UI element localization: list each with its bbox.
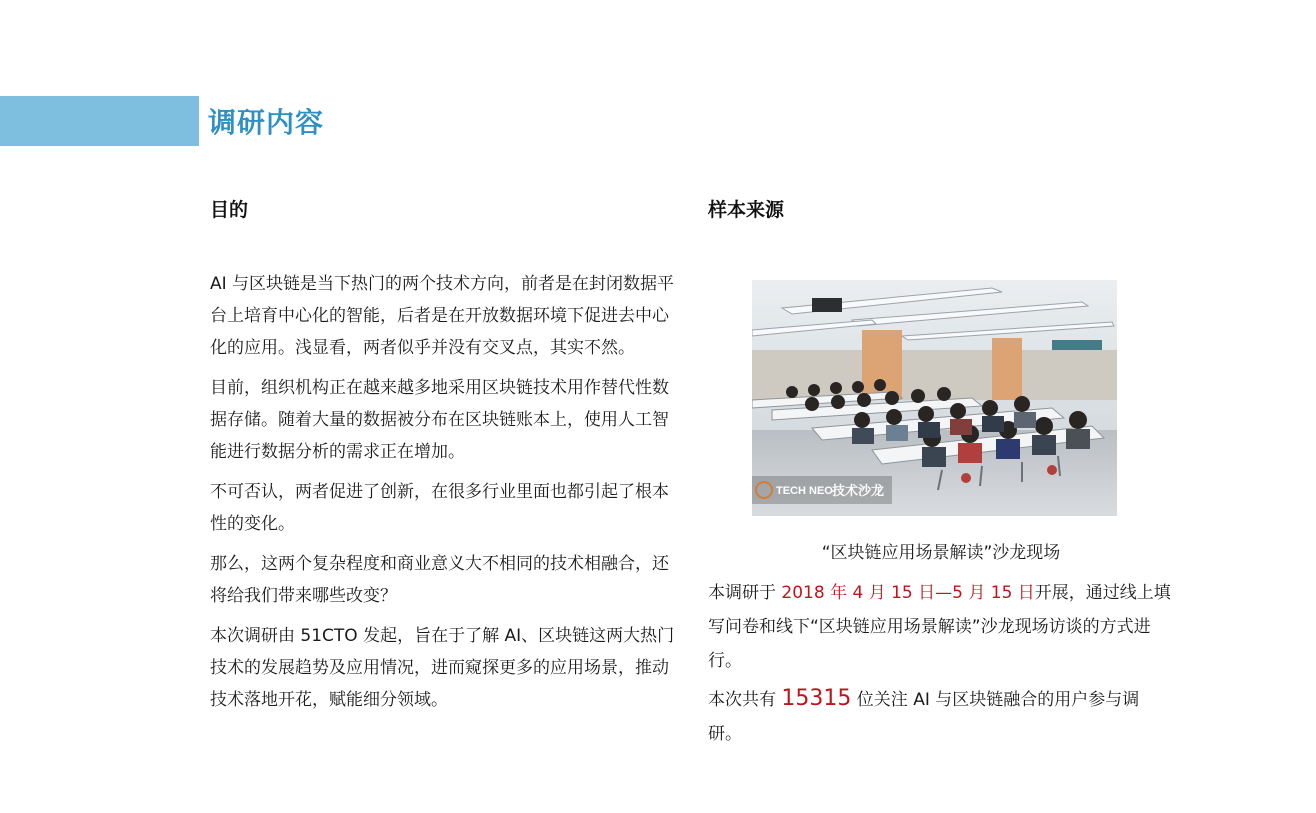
header-accent-bar <box>0 96 199 146</box>
survey-period-prefix: 本调研于 <box>708 583 782 603</box>
purpose-body <box>210 268 685 724</box>
purpose-paragraph-4: 那么，这两个复杂程度和商业意义大不相同的技术相融合，还将给我们带来哪些改变？ <box>210 554 669 606</box>
participants-paragraph <box>708 682 1173 751</box>
page-title: 调研内容 <box>208 106 325 139</box>
salon-photo <box>752 280 1117 516</box>
purpose-paragraph-3: 不可否认，两者促进了创新，在很多行业里面也都引起了根本性的变化。 <box>210 482 669 534</box>
participant-count: 15315 <box>781 686 852 711</box>
photo-logo-subtext: 技术沙龙 <box>832 484 885 499</box>
participants-prefix: 本次共有 <box>708 690 782 710</box>
sample-source-body <box>708 576 1173 755</box>
photo-caption: “区块链应用场景解读”沙龙现场 <box>821 543 1061 563</box>
sample-source-heading: 样本来源 <box>708 199 785 221</box>
purpose-paragraph-5: 本次调研由 51CTO 发起，旨在于了解 AI、区块链这两大热门技术的发展趋势及应用情况，进而窥探更多的应用场景，推动技术落地开花，赋能细分领域。 <box>210 626 675 710</box>
survey-period-suffix: 开展，通过线上填写问卷和线下“区块链应用场景解读”沙龙现场访谈的方式进行。 <box>708 583 1171 671</box>
purpose-paragraph-1: AI 与区块链是当下热门的两个技术方向，前者是在封闭数据平台上培育中心化的智能，后者是在开放数据环境下促进去中心化的应用。浅显看，两者似乎并没有交叉点，其实不然。 <box>210 274 675 358</box>
survey-date-range: 2018 年 4 月 15 日—5 月 15 日 <box>781 583 1035 603</box>
purpose-heading: 目的 <box>210 199 249 221</box>
photo-logo-text: TECH NEO <box>776 485 833 497</box>
purpose-paragraph-2: 目前，组织机构正在越来越多地采用区块链技术用作替代性数据存储。随着大量的数据被分布在区块链账本上，使用人工智能进行数据分析的需求正在增加。 <box>210 378 669 462</box>
participants-suffix: 位关注 AI 与区块链融合的用户参与调研。 <box>708 690 1140 744</box>
survey-period-paragraph <box>708 576 1173 678</box>
